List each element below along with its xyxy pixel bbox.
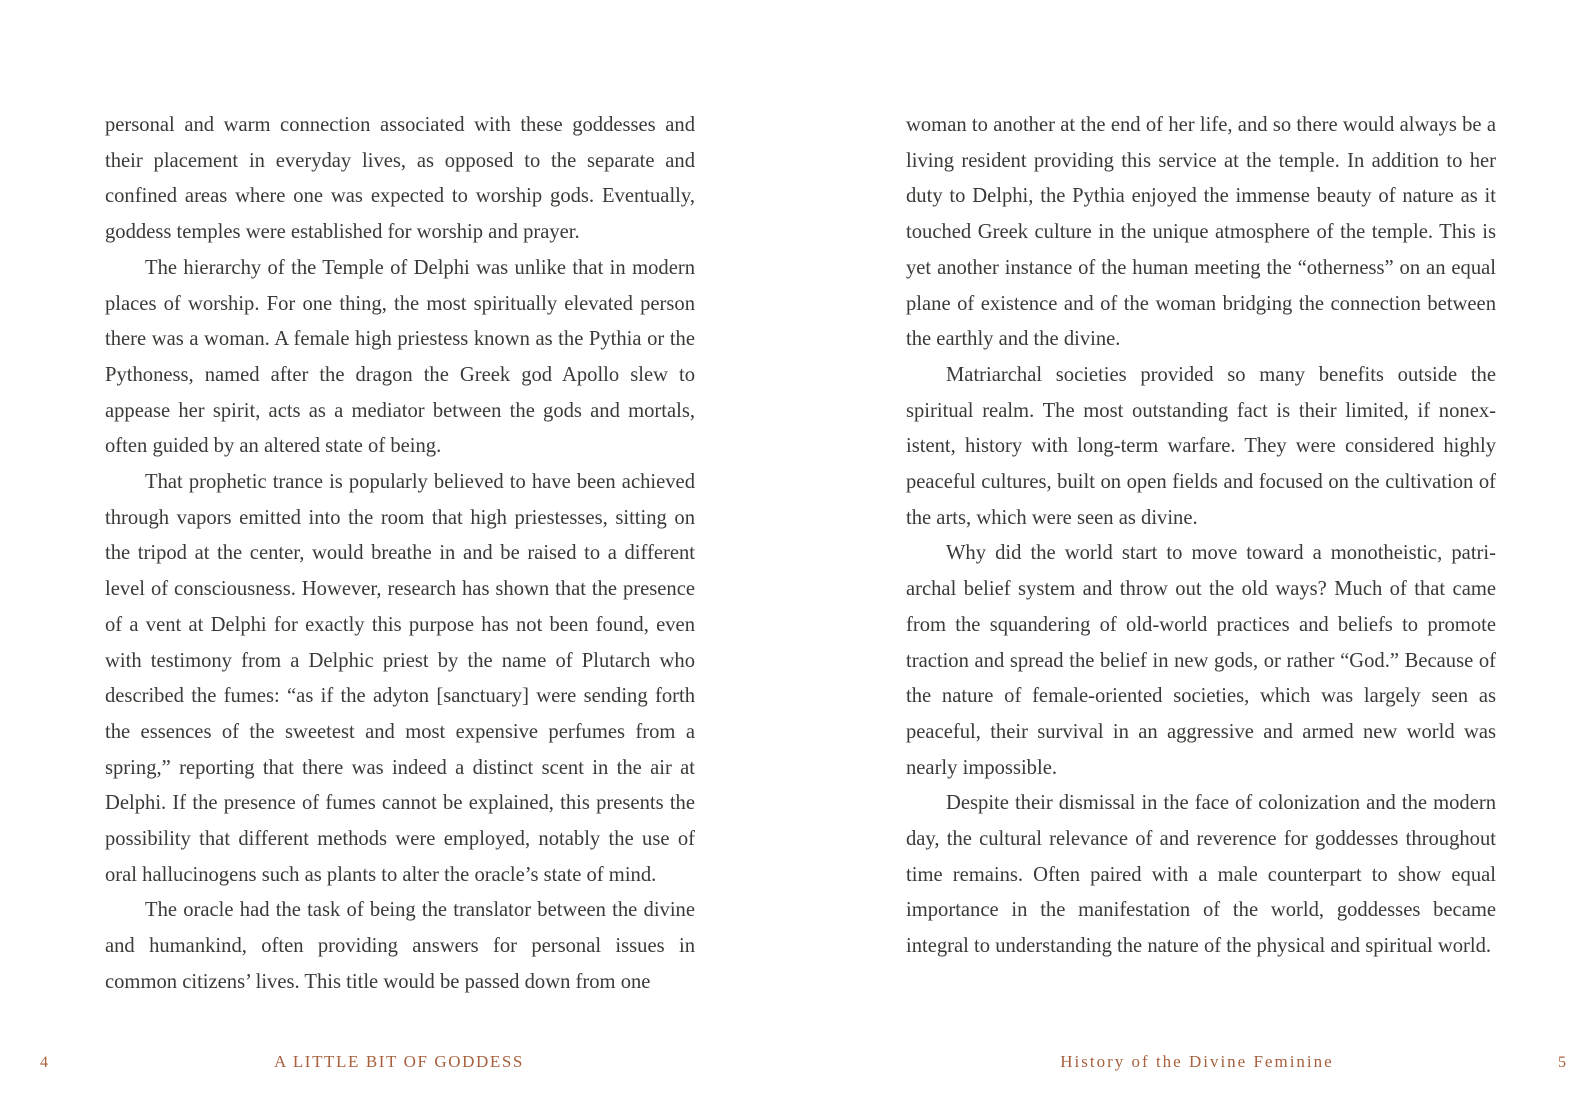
right-page-body xyxy=(906,108,1496,965)
paragraph: Matriarchal societies provided so many benefits outside the spiritual realm. The most outstanding fact is their limited, if nonexistent, history with long-term warfare. They were considered highly peaceful cultures, built on open fields and focused on the cultivation of the arts, which were seen as divine. xyxy=(906,363,1496,529)
paragraph: That prophetic trance is popularly believed to have been achieved through vapors emitted into the room that high priestesses, sitting on the tripod at the center, would breathe in and be raised to a different level of consciousness. However, research has shown that the presence of a vent at Delphi for exactly this purpose has not been found, even with testimony from a Delphic priest by the name of Plutarch who described the fumes: “as if the adyton [sanctuary] were sending forth the essences of the sweetest and most expensive perfumes from a spring,” reporting that there was indeed a distinct scent in the air at Delphi. If the presence of fumes cannot be explained, this presents the possibility that different methods were employed, notably the use of oral hallucinogens such as plants to alter the oracle’s state of mind. xyxy=(105,471,695,886)
paragraph: The hierarchy of the Temple of Delphi was unlike that in modern places of worship. For one thing, the most spiritually elevated person there was a woman. A female high priestess known as the Pythia or the Pythoness, named after the dragon the Greek god Apollo slew to appease her spirit, acts as a mediator between the gods and mortals, often guided by an altered state of being. xyxy=(105,256,695,458)
page-number: 4 xyxy=(40,1054,48,1071)
right-page xyxy=(798,0,1596,1116)
left-page-body xyxy=(105,108,695,1001)
paragraph: woman to another at the end of her life, and so there would always be a living resident providing this service at the temple. In addition to her duty to Delphi, the Pythia enjoyed the immense beauty of nature as it touched Greek culture in the unique atmosphere of the temple. This is yet another instance of the human meeting the “otherness” on an equal plane of existence and of the woman bridging the connection between the earthly and the divine. xyxy=(906,114,1496,351)
paragraph: Why did the world start to move toward a monotheistic, patriarchal belief system and throw out the old ways? Much of that came from the squandering of old-world practices and beliefs to promote traction and spread the belief in new gods, or rather “God.” Because of the nature of female-oriented societies, which was largely seen as peaceful, their survival in an aggressive and armed new world was nearly impossible. xyxy=(906,542,1496,779)
paragraph: The oracle had the task of being the translator between the divine and humankind, often providing answers for personal issues in common citizens’ lives. This title would be passed down from one xyxy=(105,899,695,993)
paragraph: Despite their dismissal in the face of colonization and the modern day, the cultural relevance of and reverence for goddesses throughout time remains. Often paired with a male counterpart to show equal importance in the manifestation of the world, goddesses became integral to understanding the nature of the physical and spiritual world. xyxy=(906,792,1496,958)
page-number: 5 xyxy=(1558,1054,1566,1071)
running-head-chapter-title: History of the Divine Feminine xyxy=(1060,1052,1334,1071)
running-head-book-title: A LITTLE BIT OF GODDESS xyxy=(274,1052,524,1071)
paragraph: personal and warm connection associated with these goddesses and their placement in everyday lives, as opposed to the separate and confined areas where one was expected to worship gods. Eventually, goddess temples were established for worship and prayer. xyxy=(105,114,695,244)
